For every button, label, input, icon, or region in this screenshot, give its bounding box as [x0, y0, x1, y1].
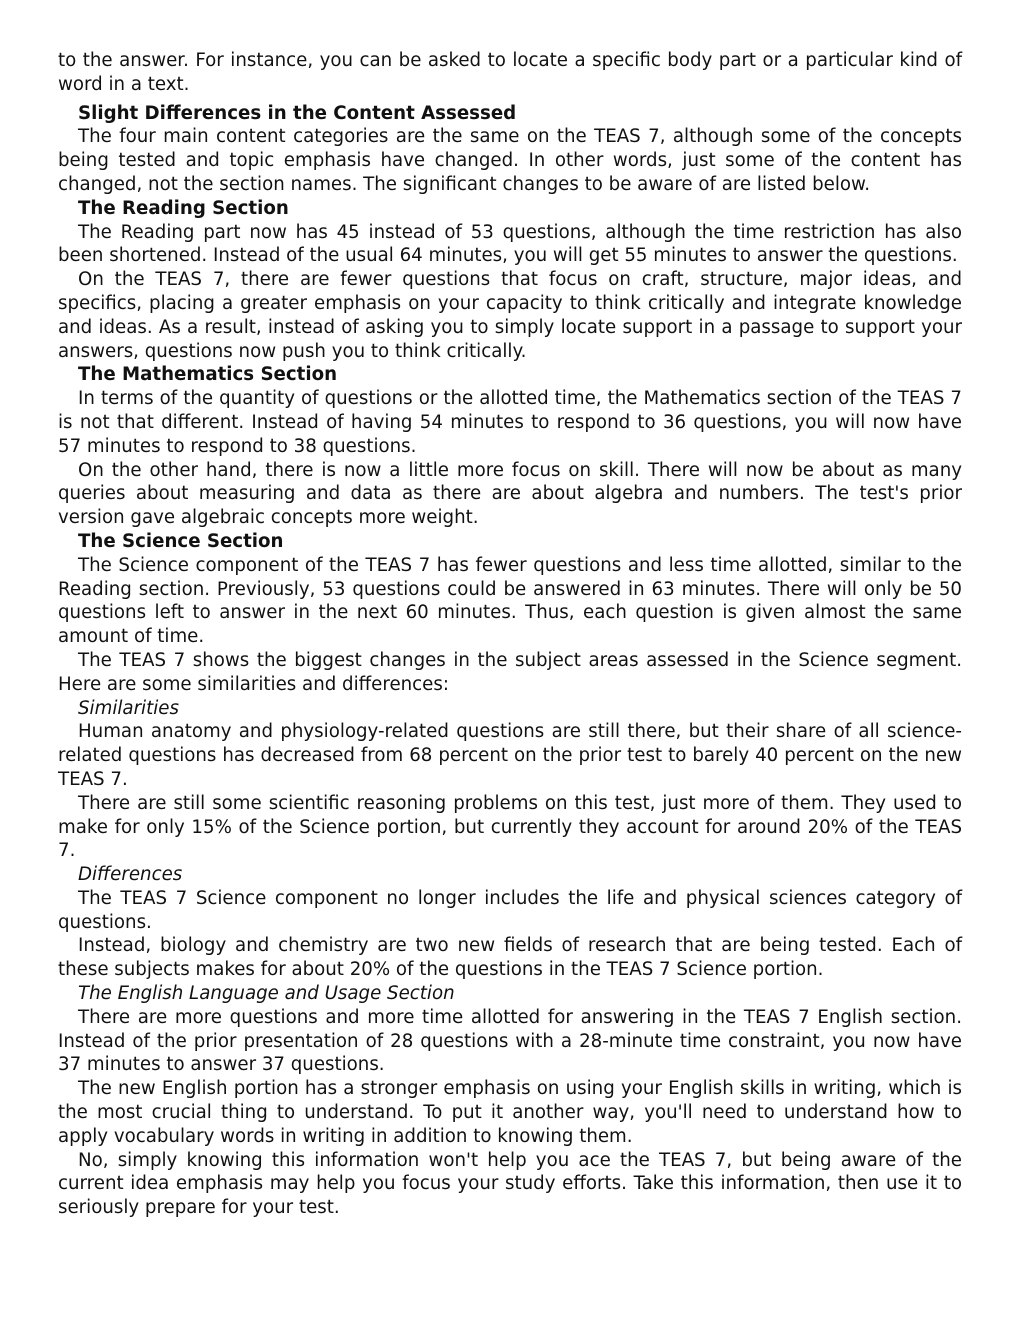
heading-content-assessed: Slight Differences in the Content Assessed — [78, 102, 517, 124]
heading-reading-section: The Reading Section — [78, 197, 289, 219]
intro-continuation-paragraph: to the answer. For instance, you can be asked to locate a specific body part or a particular kind of word in a text. — [58, 50, 962, 95]
reading-paragraph-2: On the TEAS 7, there are fewer questions that focus on craft, structure, major ideas, and specifics, placing a greater emphasis on your capacity to think critically and integrate knowledge and ideas. As a result, instead of asking you to simply locate support in a passage to support your answers, questions now push you to think critically. — [58, 269, 962, 362]
differences-paragraph-2: Instead, biology and chemistry are two new fields of research that are being tested. Each of these subjects makes for about 20% of the questions in the TEAS 7 Science portion. — [58, 935, 962, 981]
english-paragraph-2: The new English portion has a stronger emphasis on using your English skills in writing, which is the most crucial thing to understand. To put it another way, you'll need to understand how to apply vocabulary words in writing in addition to knowing them. — [58, 1078, 962, 1147]
science-paragraph-1: The Science component of the TEAS 7 has fewer questions and less time allotted, similar to the Reading section. Previously, 53 questions could be answered in 63 minutes. There will only be 50 questions left to answer in the next 60 minutes. Thus, each question is given almost the same amount of time. — [58, 554, 962, 648]
closing-paragraph: No, simply knowing this information won't help you ace the TEAS 7, but being aware of the current idea emphasis may help you focus your study efforts. Take this information, then use it to seriously prepare for your test. — [58, 1149, 962, 1219]
subheading-differences: Differences — [78, 864, 183, 886]
math-paragraph-1: In terms of the quantity of questions or the allotted time, the Mathematics section of the TEAS 7 is not that different. Instead of having 54 minutes to respond to 36 questions, you will now have 57 minutes to respond to 38 questions. — [58, 388, 962, 457]
heading-science-section: The Science Section — [78, 530, 284, 552]
subheading-english-section: The English Language and Usage Section — [78, 983, 455, 1005]
science-paragraph-2: The TEAS 7 shows the biggest changes in the subject areas assessed in the Science segment. Here are some similarities and differences: — [58, 649, 962, 695]
similarities-paragraph-2: There are still some scientific reasoning problems on this test, just more of them. They used to make for only 15% of the Science portion, but currently they account for around 20% of the TEAS 7. — [58, 792, 962, 862]
heading-mathematics-section: The Mathematics Section — [78, 364, 338, 386]
reading-paragraph-1: The Reading part now has 45 instead of 53 questions, although the time restriction has also been shortened. Instead of the usual 64 minutes, you will get 55 minutes to answer the questions. — [58, 221, 962, 267]
subheading-similarities: Similarities — [78, 697, 179, 719]
math-paragraph-2: On the other hand, there is now a little more focus on skill. There will now be about as many queries about measuring and data as there are about algebra and numbers. The test's prior version gave algebraic concepts more weight. — [58, 459, 962, 529]
english-paragraph-1: There are more questions and more time allotted for answering in the TEAS 7 English section. Instead of the prior presentation of 28 questions with a 28-minute time constraint, you now have 37 minutes to answer 37 questions. — [58, 1006, 962, 1076]
content-assessed-paragraph: The four main content categories are the same on the TEAS 7, although some of the concepts being tested and topic emphasis have changed. In other words, just some of the content has changed, not the section names. The significant changes to be aware of are listed below. — [58, 126, 962, 195]
differences-paragraph-1: The TEAS 7 Science component no longer includes the life and physical sciences category of questions. — [58, 887, 962, 933]
similarities-paragraph-1: Human anatomy and physiology-related questions are still there, but their share of all science-related questions has decreased from 68 percent on the prior test to barely 40 percent on the new TEAS 7. — [58, 721, 962, 790]
